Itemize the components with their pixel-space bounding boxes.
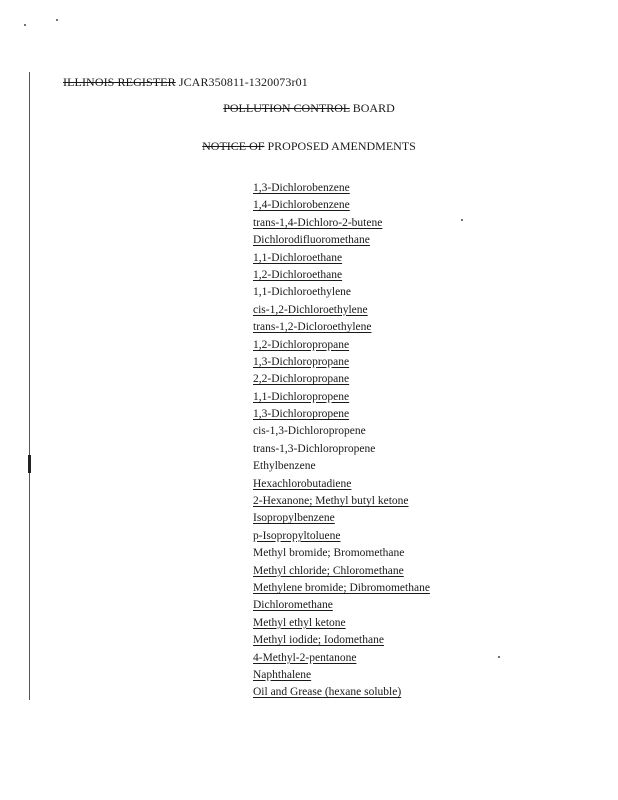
compound-name: Dichloromethane bbox=[253, 599, 333, 612]
compound-list-item bbox=[253, 180, 430, 197]
compound-name: Hexachlorobutadiene bbox=[253, 477, 352, 490]
compound-name: trans-1,2-Dicloroethylene bbox=[253, 321, 372, 334]
compound-name: 1,3-Dichlorobenzene bbox=[253, 182, 350, 194]
compound-name: 1,3-Dichloropropene bbox=[253, 408, 350, 421]
notice-title-struck: NOTICE OF bbox=[202, 139, 265, 153]
compound-list-item bbox=[253, 389, 430, 406]
register-title-struck: ILLINOIS REGISTER bbox=[63, 75, 176, 89]
board-name-struck: POLLUTION CONTROL bbox=[223, 101, 350, 115]
compound-name: Dichlorodifluoromethane bbox=[253, 234, 370, 247]
compound-name: 1,3-Dichloropropane bbox=[253, 355, 350, 368]
compound-list-item bbox=[253, 371, 430, 388]
compound-name: Methyl iodide; Iodomethane bbox=[253, 634, 384, 647]
notice-title-plain: PROPOSED AMENDMENTS bbox=[267, 139, 416, 153]
compound-list-item bbox=[253, 197, 430, 214]
compound-list-item bbox=[253, 510, 430, 527]
notice-header bbox=[0, 139, 618, 154]
compound-name: cis-1,3-Dichloropropene bbox=[253, 425, 366, 438]
compound-list-item bbox=[253, 580, 430, 597]
scan-speck bbox=[56, 19, 58, 21]
compound-name: p-Isopropyltoluene bbox=[253, 529, 341, 542]
compound-name: trans-1,4-Dichloro-2-butene bbox=[253, 216, 383, 229]
compound-name: Isopropylbenzene bbox=[253, 512, 335, 525]
compound-list-item bbox=[253, 528, 430, 545]
compound-name: Methyl ethyl ketone bbox=[253, 616, 346, 629]
compound-list-item bbox=[253, 493, 430, 510]
compound-name: 1,1-Dichloroethane bbox=[253, 251, 343, 264]
board-name-plain: BOARD bbox=[352, 101, 395, 115]
compound-list-item bbox=[253, 354, 430, 371]
compound-list-item bbox=[253, 563, 430, 580]
compound-name: 1,2-Dichloropropane bbox=[253, 338, 350, 351]
compound-list-item bbox=[253, 232, 430, 249]
compound-list-item bbox=[253, 215, 430, 232]
compound-list-item bbox=[253, 423, 430, 440]
compound-name: Oil and Grease (hexane soluble) bbox=[253, 686, 402, 699]
compound-name: Methyl chloride; Chloromethane bbox=[253, 564, 404, 577]
compound-name: 1,4-Dichlorobenzene bbox=[253, 199, 350, 212]
scan-speck bbox=[498, 656, 500, 658]
compound-list-item bbox=[253, 406, 430, 423]
compound-name: 2,2-Dichloropropane bbox=[253, 373, 350, 386]
scan-speck bbox=[24, 24, 26, 26]
compound-name: Ethylbenzene bbox=[253, 460, 316, 473]
revision-margin-mark bbox=[28, 455, 31, 473]
compound-name: 1,2-Dichloroethane bbox=[253, 268, 343, 281]
board-header bbox=[0, 101, 618, 116]
scan-speck bbox=[461, 219, 463, 221]
compound-list-item bbox=[253, 319, 430, 336]
compound-name: trans-1,3-Dichloropropene bbox=[253, 442, 376, 455]
compound-list-item bbox=[253, 650, 430, 667]
compound-list bbox=[253, 180, 430, 702]
compound-list-item bbox=[253, 458, 430, 475]
compound-list-item bbox=[253, 284, 430, 301]
compound-list-item bbox=[253, 632, 430, 649]
compound-list-item bbox=[253, 597, 430, 614]
compound-list-item bbox=[253, 545, 430, 562]
compound-list-item bbox=[253, 250, 430, 267]
compound-list-item bbox=[253, 441, 430, 458]
compound-list-item bbox=[253, 684, 430, 701]
compound-name: 1,1-Dichloroethylene bbox=[253, 286, 352, 299]
compound-name: Naphthalene bbox=[253, 668, 312, 681]
compound-name: 1,1-Dichloropropene bbox=[253, 390, 350, 403]
compound-list-item bbox=[253, 667, 430, 684]
compound-name: Methylene bromide; Dibromomethane bbox=[253, 581, 430, 594]
compound-name: 2-Hexanone; Methyl butyl ketone bbox=[253, 495, 409, 508]
register-header bbox=[63, 75, 308, 90]
register-id: JCAR350811-1320073r01 bbox=[178, 75, 308, 89]
compound-name: 4-Methyl-2-pentanone bbox=[253, 651, 357, 664]
compound-name: Methyl bromide; Bromomethane bbox=[253, 547, 405, 560]
compound-list-item bbox=[253, 337, 430, 354]
revision-margin-bar bbox=[29, 72, 30, 700]
compound-name: cis-1,2-Dichloroethylene bbox=[253, 303, 368, 316]
compound-list-item bbox=[253, 302, 430, 319]
compound-list-item bbox=[253, 615, 430, 632]
compound-list-item bbox=[253, 267, 430, 284]
compound-list-item bbox=[253, 476, 430, 493]
